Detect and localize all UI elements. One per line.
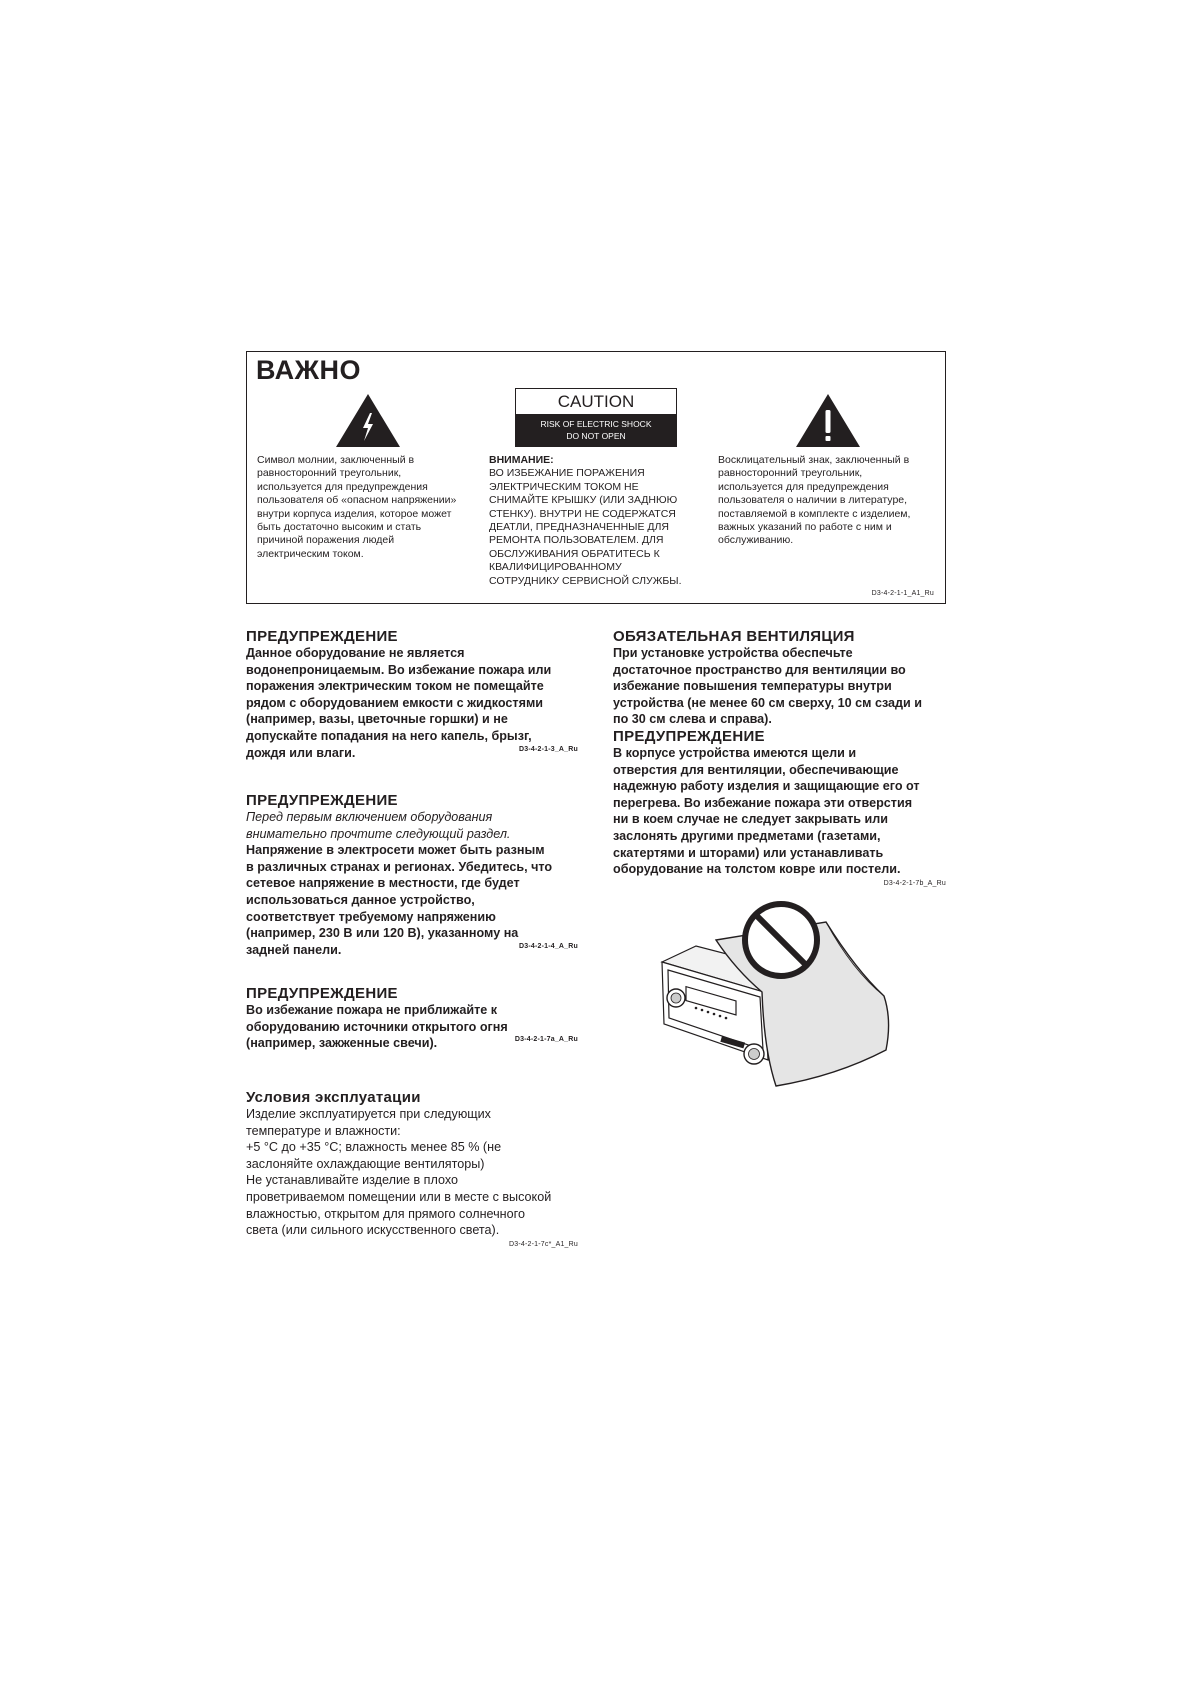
section-body [613, 645, 946, 728]
prohibition-icon [745, 904, 817, 976]
text-line: СТЕНКУ). ВНУТРИ НЕ СОДЕРЖАТСЯ [489, 507, 676, 520]
text-line: Во избежание пожара не приближайте к [246, 1003, 498, 1017]
document-code: D3-4-2-1-7b_A_Ru [883, 879, 946, 887]
text-line: равносторонний треугольник, [257, 467, 402, 480]
text-line: РЕМОНТА ПОЛЬЗОВАТЕЛЕМ. ДЛЯ [489, 534, 664, 547]
text-line: СНИМАЙТЕ КРЫШКУ (ИЛИ ЗАДНЮЮ [489, 494, 678, 507]
section-body [246, 645, 578, 761]
text-line: скатертями и шторами) или устанавливать [613, 845, 884, 860]
section-heading: ПРЕДУПРЕЖДЕНИЕ [613, 727, 765, 745]
text-line: рядом с оборудованием емкости с жидкостями [246, 695, 544, 710]
text-line: Данное оборудование не является [246, 646, 465, 660]
text-line: внутри корпуса изделия, которое может [257, 507, 452, 520]
text-line: температуре и влажности: [246, 1123, 401, 1138]
section-heading: ПРЕДУПРЕЖДЕНИЕ [246, 628, 398, 645]
text-line: поражения электрическим током не помещайте [246, 679, 544, 694]
section-intro [246, 809, 578, 842]
text-line: причиной поражения людей [257, 534, 395, 547]
text-line: пользователя о наличии в литературе, [718, 494, 908, 507]
text-line: внимательно прочтите следующий раздел. [246, 826, 511, 841]
text-line: использоваться данное устройство, [246, 892, 475, 907]
water-warning-section [246, 628, 578, 761]
text-line: +5 °C до +35 °C; влажность менее 85 % (не [246, 1140, 502, 1155]
lightning-warning-icon [335, 393, 401, 448]
caution-warning-heading: ВНИМАНИЕ: [489, 454, 554, 466]
text-line: задней панели. [246, 942, 342, 957]
lightning-symbol-description [257, 454, 482, 561]
text-line: в различных странах и регионах. Убедитесь, что [246, 859, 553, 874]
text-line: водонепроницаемым. Во избежание пожара или [246, 662, 552, 677]
section-body [613, 745, 946, 878]
document-code: D3-4-2-1-3_A_Ru [518, 745, 578, 753]
text-line: При установке устройства обеспечьте [613, 646, 853, 660]
text-line: В корпусе устройства имеются щели и [613, 745, 857, 760]
text-line: Изделие эксплуатируется при следующих [246, 1107, 491, 1121]
text-line: используется для предупреждения [257, 480, 428, 493]
text-line: надежную работу изделия и защищающие его от [613, 779, 920, 794]
text-line: (например, вазы, цветочные горшки) и не [246, 712, 508, 727]
text-line: допускайте попадания на него капель, брызг, [246, 728, 532, 743]
text-line: обслуживанию. [718, 534, 794, 547]
document-code: D3-4-2-1-7c*_A1_Ru [509, 1240, 578, 1248]
text-line: Напряжение в электросети может быть разным [246, 843, 545, 858]
text-line: Восклицательный знак, заключенный в [718, 454, 910, 466]
section-body [246, 842, 578, 958]
exclamation-warning-icon [795, 393, 861, 448]
text-line: света (или сильного искусственного света). [246, 1223, 500, 1238]
document-code: D3-4-2-1-1_A1_Ru [871, 590, 934, 597]
text-line: пользователя об «опасном напряжении» [257, 494, 457, 507]
text-line: ДЕАТЛИ, ПРЕДНАЗНАЧЕННЫЕ ДЛЯ [489, 521, 669, 534]
text-line: проветриваемом помещении или в месте с высокой [246, 1189, 552, 1204]
covered-receiver-illustration [656, 900, 896, 1090]
text-line: избежание повышения температуры внутри [613, 679, 892, 694]
text-line: дождя или влаги. [246, 745, 356, 760]
operating-conditions-section [246, 1089, 578, 1250]
section-heading: ПРЕДУПРЕЖДЕНИЕ [246, 792, 398, 809]
text-line: равносторонний треугольник, [718, 467, 863, 480]
text-line: соответствует требуемому напряжению [246, 909, 496, 924]
text-line: (например, зажженные свечи). [246, 1036, 438, 1051]
text-line: ЭЛЕКТРИЧЕСКИМ ТОКОМ НЕ [489, 480, 639, 493]
text-line: КВАЛИФИЦИРОВАННОМУ [489, 561, 622, 574]
text-line: перегрева. Во избежание пожара эти отверстия [613, 795, 913, 810]
exclamation-symbol-description [718, 454, 940, 548]
caution-title: CAUTION [557, 392, 635, 411]
section-body [246, 1106, 578, 1239]
text-line: используется для предупреждения [718, 480, 889, 493]
text-line: СОТРУДНИКУ СЕРВИСНОЙ СЛУЖБЫ. [489, 574, 682, 587]
text-line: ВО ИЗБЕЖАНИЕ ПОРАЖЕНИЯ [489, 467, 645, 480]
text-line: влажностью, открытом для прямого солнечного [246, 1206, 525, 1221]
caution-label [515, 388, 677, 447]
text-line: оборудованию источники открытого огня [246, 1019, 508, 1034]
text-line: сетевое напряжение в местности, где будет [246, 876, 520, 891]
text-line: Перед первым включением оборудования [246, 810, 493, 824]
text-line: электрическим током. [257, 547, 364, 560]
caution-line-2: DO NOT OPEN [566, 431, 626, 441]
important-title: ВАЖНО [256, 355, 362, 385]
document-code: D3-4-2-1-7a_A_Ru [514, 1036, 578, 1044]
text-line-with-code [246, 1035, 578, 1052]
text-line: заслоняйте охлаждающие вентиляторы) [246, 1156, 485, 1171]
caution-warning-text [489, 454, 711, 588]
text-line: Символ молнии, заключенный в [257, 454, 415, 466]
text-line: устройства (не менее 60 см сверху, 10 см сзади и [613, 695, 923, 710]
text-line: важных указаний по работе с ним и [718, 521, 892, 534]
section-heading: ОБЯЗАТЕЛЬНАЯ ВЕНТИЛЯЦИЯ [613, 628, 855, 645]
text-line: поставляемой в комплекте с изделием, [718, 507, 911, 520]
text-line: по 30 см слева и справа). [613, 712, 772, 727]
text-line: ОБСЛУЖИВАНИЯ ОБРАТИТЕСЬ К [489, 547, 660, 560]
text-line: Не устанавливайте изделие в плохо [246, 1173, 459, 1188]
section-body [246, 1002, 578, 1052]
text-line: быть достаточно высоким и стать [257, 521, 422, 534]
text-line: (например, 230 В или 120 В), указанному на [246, 926, 519, 941]
section-heading: Условия эксплуатации [246, 1089, 421, 1106]
text-line: достаточное пространство для вентиляции во [613, 662, 906, 677]
text-line-with-code [246, 942, 578, 959]
text-line: отверстия для вентиляции, обеспечивающие [613, 762, 899, 777]
caution-line-1: RISK OF ELECTRIC SHOCK [540, 419, 652, 429]
section-heading: ПРЕДУПРЕЖДЕНИЕ [246, 985, 398, 1002]
caution-subtitle [516, 414, 676, 446]
document-code: D3-4-2-1-4_A_Ru [518, 942, 578, 950]
voltage-warning-section [246, 792, 578, 958]
fire-warning-section [246, 985, 578, 1052]
text-line-with-code [246, 745, 578, 762]
text-line: заслонять другими предметами (газетами, [613, 828, 881, 843]
ventilation-section [613, 628, 946, 889]
text-line: оборудование на толстом ковре или постели. [613, 862, 901, 877]
text-line: ни в коем случае не следует закрывать или [613, 812, 888, 827]
